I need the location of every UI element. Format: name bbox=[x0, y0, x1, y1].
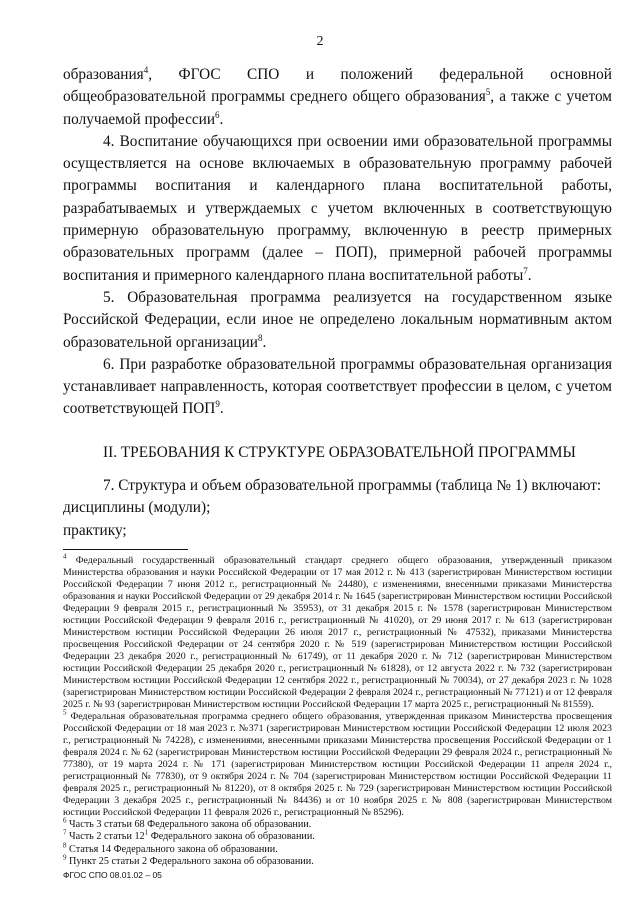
footnote-ref: 4 bbox=[143, 64, 149, 75]
footnote-text: Федеральный государственный образовательный стандарт среднего общего образования, утвержденный приказом Министерства образования и науки Российской Федерации от 17 мая 2012 г. № 413 (зарегистрирован Министерством юстиции Российской Федерации 7 июня 2012 г., регистрационный № 24480), с изменениями, внесенными приказами Министерства образования и науки Российской Федерации от 29 декабря 2014 г. № 1645 (зарегистрирован Министерством юстиции Российской Федерации 9 февраля 2015 г., регистрационный № 35953), от 31 декабря 2015 г. № 1578 (зарегистрирован Министерством юстиции Российской Федерации 9 февраля 2016 г., регистрационный № 41020), от 29 июня 2017 г. № 613 (зарегистрирован Министерством юстиции Российской Федерации 26 июля 2017 г., регистрационный № 47532), приказами Министерства просвещения Российской Федерации от 24 сентября 2020 г. № 519 (зарегистрирован Министерством юстиции Российской Федерации 23 декабря 2020 г., регистрационный № 61749), от 11 декабря 2020 г. № 712 (зарегистрирован Министерством юстиции Российской Федерации 25 декабря 2020 г., регистрационный № 61828), от 12 августа 2022 г. № 732 (зарегистрирован Министерством юстиции Российской Федерации 12 сентября 2022 г., регистрационный № 70034), от 27 декабря 2023 г. № 1028 (зарегистрирован Министерством юстиции Российской Федерации 2 февраля 2024 г., регистрационный № 77121) и от 12 февраля 2025 г. № 93 (зарегистрирован Министерством юстиции Российской Федерации 17 марта 2025 г., регистрационный № 81559). bbox=[63, 554, 612, 710]
paragraph-6 bbox=[63, 354, 612, 421]
footnote-separator bbox=[63, 549, 188, 550]
footnote-9 bbox=[63, 853, 612, 868]
paragraph-text: 5. Образовательная программа реализуется на государственном языке Российской Федерации, если иное не определено локальным нормативным актом образовательной организации bbox=[63, 288, 612, 351]
footnote-number: 5 bbox=[63, 708, 67, 717]
footnote-text: Федерального закона об образовании. bbox=[148, 831, 315, 843]
paragraph-text: . bbox=[262, 333, 267, 351]
footnote-text: Статья 14 Федерального закона об образовании. bbox=[66, 843, 278, 855]
footnotes bbox=[63, 552, 612, 869]
footnote-number: 8 bbox=[63, 841, 67, 850]
footnote-text: Часть 3 статьи 68 Федерального закона об образовании. bbox=[66, 818, 312, 830]
footnote-7 bbox=[63, 828, 612, 843]
footnote-8 bbox=[63, 841, 612, 856]
footnote-ref: 7 bbox=[523, 265, 528, 276]
paragraph-text: 4. Воспитание обучающихся при освоении ими образовательной программы осуществляется на основе включаемых в образовательную программу рабочей программы воспитания и календарного плана воспитательной работы, разрабатываемых и утверждаемых с учетом включенных в соответствующую примерную образовательную программу, включенную в реестр примерных образовательных программ (далее – ПОП), примерной рабочей программы воспитания и примерного календарного плана воспитательной работы bbox=[63, 132, 612, 284]
document-body bbox=[63, 64, 612, 869]
paragraph-text: . bbox=[219, 400, 224, 418]
footnote-number: 6 bbox=[63, 816, 67, 825]
footnote-number: 7 bbox=[63, 828, 67, 837]
footnote-text: Часть 2 статьи 12 bbox=[66, 831, 145, 843]
list-item: дисциплины (модули); bbox=[63, 499, 211, 517]
paragraph-text: , ФГОС СПО и положений федеральной основной общеобразовательной программы среднего общего образования bbox=[63, 66, 612, 106]
paragraph-4 bbox=[63, 131, 612, 287]
paragraph-7: 7. Структура и объем образовательной программы (таблица № 1) включают: bbox=[103, 477, 602, 495]
footnote-ref: 9 bbox=[215, 399, 220, 410]
footnote-5 bbox=[63, 708, 612, 819]
footnote-4 bbox=[63, 552, 612, 711]
document-code-footer: ФГОС СПО 08.01.02 – 05 bbox=[63, 870, 162, 880]
page-number: 2 bbox=[316, 34, 324, 49]
footnote-text: Федеральная образовательная программа среднего общего образования, утвержденная приказом Министерства просвещения Российской Федерации от 18 мая 2023 г. №371 (зарегистрирован Министерством юстиции Российской Федерации 12 июля 2023 г., регистрационный № 74228), с изменениями, внесенными приказами Министерства просвещения Российской Федерации от 1 февраля 2024 г. № 62 (зарегистрирован Министерством юстиции Российской Федерации 29 февраля 2024 г., регистрационный № 77380), от 19 марта 2024 г. № 171 (зарегистрирован Министерством юстиции Российской Федерации 11 апреля 2024 г., регистрационный № 77830), от 9 октября 2024 г. № 704 (зарегистрирован Министерством юстиции Российской Федерации 11 февраля 2025 г., регистрационный № 81220), от 8 октября 2025 г. № 729 (зарегистрирован Министерством юстиции Российской Федерации 3 декабря 2025 г., регистрационный № 84436) и от 10 ноября 2025 г. № 808 (зарегистрирован Министерством юстиции Российской Федерации 11 февраля 2026 г., регистрационный № 85296). bbox=[63, 710, 612, 818]
paragraph-text: , а также с учетом получаемой профессии bbox=[63, 88, 612, 128]
footnote-ref: 6 bbox=[215, 109, 220, 120]
footnote-text: Пункт 25 статьи 2 Федерального закона об образовании. bbox=[66, 856, 314, 868]
footnote-ref: 8 bbox=[257, 332, 263, 343]
footnote-ref: 5 bbox=[485, 87, 491, 98]
footnote-number: 9 bbox=[63, 853, 67, 862]
list-item: практику; bbox=[63, 521, 127, 539]
footnote-superscript: 1 bbox=[144, 828, 149, 837]
paragraph-text: . bbox=[527, 266, 532, 284]
footnote-number: 4 bbox=[63, 552, 67, 561]
paragraph-5 bbox=[63, 287, 612, 354]
paragraph-text: . bbox=[219, 110, 224, 128]
section-heading: II. ТРЕБОВАНИЯ К СТРУКТУРЕ ОБРАЗОВАТЕЛЬНОЙ ПРОГРАММЫ bbox=[103, 443, 576, 461]
paragraph-text: образования bbox=[63, 66, 144, 83]
paragraph-continuation bbox=[63, 64, 612, 131]
paragraph-text: 6. При разработке образовательной программы образовательная организация устанавливает направленность, которая соответствует профессии в целом, с учетом соответствующей ПОП bbox=[63, 355, 612, 418]
